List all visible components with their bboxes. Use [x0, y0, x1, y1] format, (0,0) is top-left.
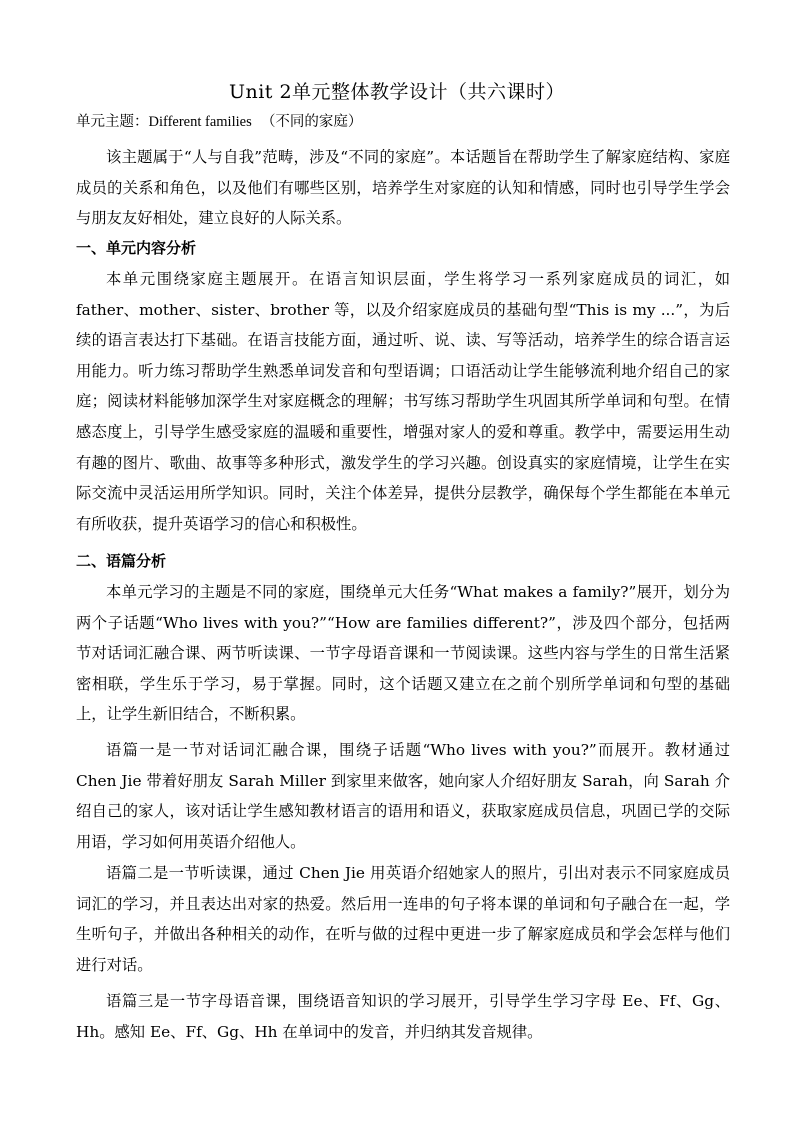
- theme-label: 单元主题：: [76, 114, 149, 130]
- theme-chinese: （不同的家庭）: [260, 114, 363, 130]
- intro-paragraph: 该主题属于“人与自我”范畴，涉及“不同的家庭”。本话题旨在帮助学生了解家庭结构、家庭成员的关系和角色，以及他们有哪些区别，培养学生对家庭的认知和情感，同时也引导学生学会与朋友友好相处，建立良好的人际关系。: [76, 148, 730, 228]
- section2-paragraph-1: 本单元学习的主题是不同的家庭，围绕单元大任务“What makes a family?”展开，划分为两个子话题“Who lives with you?”“How are families different?”，涉及四个部分，包括两节对话词汇融合课、两节听读课、一节字母语音课和一节阅读课。这些内容与学生的日常生活紧密相联，学生乐于学习，易于掌握。同时，这个话题又建立在之前个别所学单词和句型的基础上，让学生新旧结合，不断积累。: [76, 583, 730, 724]
- unit-theme: [76, 111, 362, 133]
- theme-english: Different families: [148, 114, 252, 130]
- section1-paragraph: 本单元围绕家庭主题展开。在语言知识层面，学生将学习一系列家庭成员的词汇，如 father、mother、sister、brother 等，以及介绍家庭成员的基础句型“This is my ...”，为后续的语言表达打下基础。在语言技能方面，通过听、说、读、写等活动，培养学生的综合语言运用能力。听力练习帮助学生熟悉单词发音和句型语调；口语活动让学生能够流利地介绍自己的家庭；阅读材料能够加深学生对家庭概念的理解；书写练习帮助学生巩固其所学单词和句型。在情感态度上，引导学生感受家庭的温暖和重要性，增强对家人的爱和尊重。教学中，需要运用生动有趣的图片、歌曲、故事等多种形式，激发学生的学习兴趣。创设真实的家庭情境，让学生在实际交流中灵活运用所学知识。同时，关注个体差异，提供分层教学，确保每个学生都能在本单元有所收获，提升英语学习的信心和积极性。: [76, 270, 730, 533]
- section2-heading: 二、语篇分析: [76, 552, 167, 570]
- section2-paragraph-4: 语篇三是一节字母语音课，围绕语音知识的学习展开，引导学生学习字母 Ee、Ff、Gg、Hh。感知 Ee、Ff、Gg、Hh 在单词中的发音，并归纳其发音规律。: [76, 992, 730, 1041]
- section2-paragraph-2: 语篇一是一节对话词汇融合课，围绕子话题“Who lives with you?”而展开。教材通过 Chen Jie 带着好朋友 Sarah Miller 到家里来做客，她向家人介绍好朋友 Sarah，向 Sarah 介绍自己的家人，该对话让学生感知教材语言的语用和语义，获取家庭成员信息，巩固已学的交际用语，学习如何用英语介绍他人。: [76, 741, 730, 851]
- section1-heading: 一、单元内容分析: [76, 239, 197, 257]
- section2-paragraph-3: 语篇二是一节听读课，通过 Chen Jie 用英语介绍她家人的照片，引出对表示不同家庭成员词汇的学习，并且表达出对家的热爱。然后用一连串的句子将本课的单词和句子融合在一起，学生听句子，并做出各种相关的动作，在听与做的过程中更进一步了解家庭成员和学会怎样与他们进行对话。: [76, 864, 730, 974]
- document-title: Unit 2单元整体教学设计（共六课时）: [228, 81, 566, 103]
